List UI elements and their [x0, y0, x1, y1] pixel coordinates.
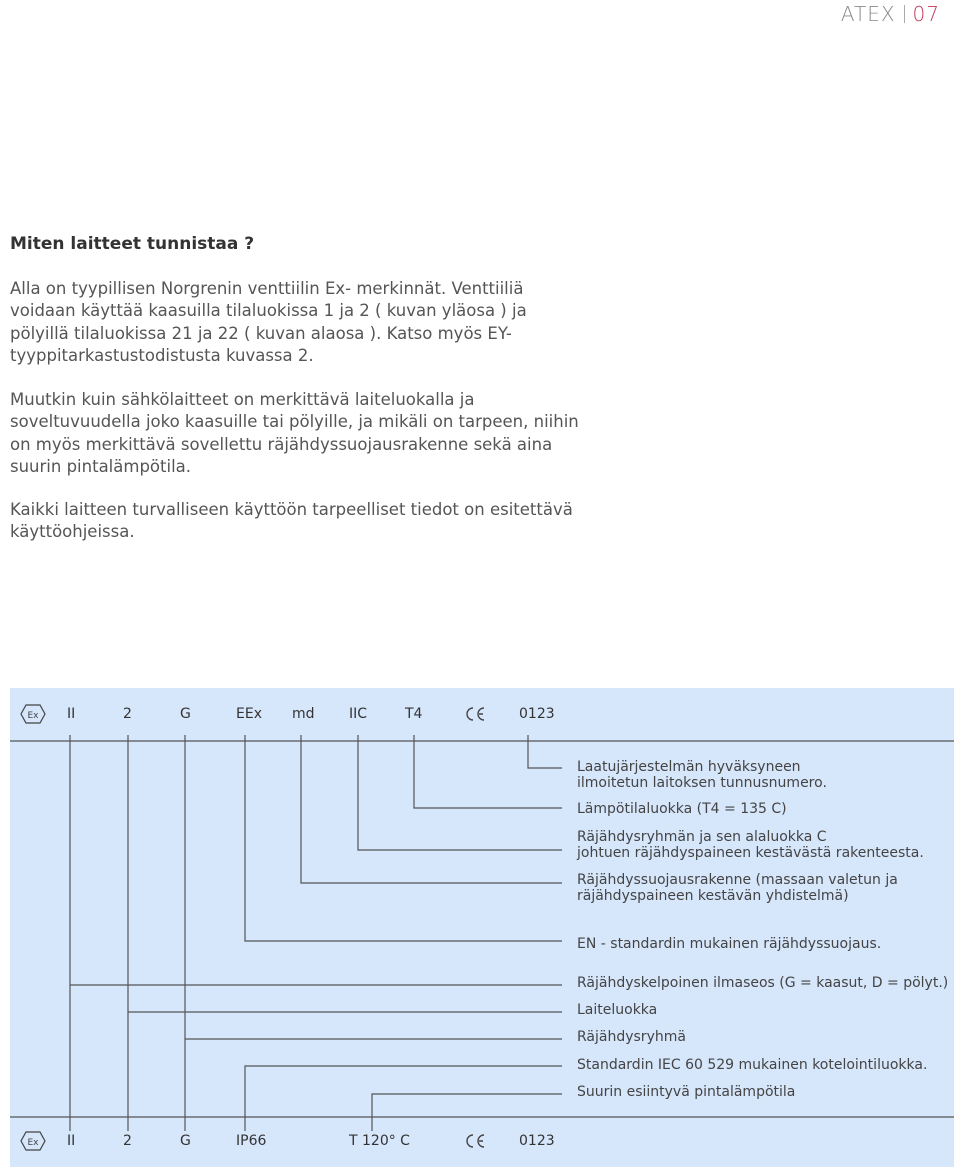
- paragraph-intro: Alla on tyypillisen Norgrenin venttiilin Ex- merkinnät. Venttiiliä voidaan käyttää kaasuilla tilaluokissa 1 ja 2 ( kuvan yläosa ) ja pölyillä tilaluokissa 21 ja 22 ( kuvan alaosa ). Katso myös EY-tyyppitarkastustodistusta kuvassa 2.: [10, 279, 527, 365]
- ex-hexagon-icon: [20, 704, 46, 724]
- ex-hexagon-icon: [20, 1131, 46, 1151]
- marking-ip-rating: IP66: [236, 1133, 267, 1149]
- marking-notified-body: 0123: [519, 1133, 555, 1149]
- ce-mark-icon: [464, 705, 486, 723]
- header-title: ATEX: [840, 2, 896, 26]
- connector-ii-top: [70, 735, 562, 985]
- connector-eex: [245, 735, 562, 941]
- connector-iic: [358, 735, 562, 850]
- desc-max-surface-temp: Suurin esiintyvä pintalämpötila: [577, 1084, 796, 1100]
- bottom-marking-row: [0, 1129, 960, 1153]
- connector-t120: [372, 1094, 562, 1131]
- connector-ip66: [245, 1066, 562, 1131]
- marking-gas-group: IIC: [349, 706, 368, 722]
- marking-protection: md: [292, 706, 315, 722]
- paragraph-instructions: Kaikki laitteen turvalliseen käyttöön tarpeelliset tiedot on esitettävä käyttöohjeissa.: [10, 500, 573, 542]
- desc-protection-type: Räjähdyssuojausrakenne (massaan valetun ja räjähdyspaineen kestävän yhdistelmä): [577, 872, 898, 904]
- marking-category: 2: [123, 1133, 132, 1149]
- desc-atmosphere: Räjähdyskelpoinen ilmaseos (G = kaasut, D = pölyt.): [577, 975, 949, 991]
- svg-text:Ex: Ex: [27, 1138, 39, 1148]
- page-number: 07: [912, 2, 940, 26]
- marking-temp-class: T4: [405, 706, 423, 722]
- section-heading: Miten laitteet tunnistaa ?: [10, 234, 255, 254]
- marking-group: II: [67, 1133, 76, 1149]
- connector-md: [301, 735, 562, 883]
- connector-g-top: [185, 735, 562, 1039]
- marking-category: 2: [123, 706, 132, 722]
- desc-equipment-group: Räjähdysryhmä: [577, 1029, 686, 1045]
- desc-explosion-group: Räjähdysryhmän ja sen alaluokka C johtuen räjähdyspaineen kestävästä rakenteesta.: [577, 829, 924, 861]
- desc-temperature-class: Lämpötilaluokka (T4 = 135 C): [577, 801, 787, 817]
- marking-atmosphere: G: [180, 1133, 191, 1149]
- desc-notified-body: Laatujärjestelmän hyväksyneen ilmoitetun laitoksen tunnusnumero.: [577, 759, 827, 791]
- ce-mark-icon: [464, 1132, 486, 1150]
- top-marking-row: [0, 702, 960, 726]
- marking-group: II: [67, 706, 76, 722]
- marking-surface-temp: T 120° C: [349, 1133, 410, 1149]
- marking-notified-body: 0123: [519, 706, 555, 722]
- marking-eex: EEx: [236, 706, 262, 722]
- connector-t4: [414, 735, 562, 808]
- connector-2-top: [128, 735, 562, 1012]
- desc-en-standard: EN - standardin mukainen räjähdyssuojaus.: [577, 936, 882, 952]
- marking-atmosphere: G: [180, 706, 191, 722]
- paragraph-marking-requirements: Muutkin kuin sähkölaitteet on merkittävä laiteluokalla ja soveltuvuudella joko kaasuille tai pölyille, ja mikäli on tarpeen, niihin on myös merkittävä sovellettu räjähdyssuojausrakenne sekä aina suurin pintalämpötila.: [10, 390, 579, 476]
- desc-equipment-category: Laiteluokka: [577, 1002, 658, 1018]
- svg-text:Ex: Ex: [27, 711, 39, 721]
- desc-iec-standard: Standardin IEC 60 529 mukainen kotelointiluokka.: [577, 1057, 928, 1073]
- connector-0123: [528, 735, 562, 768]
